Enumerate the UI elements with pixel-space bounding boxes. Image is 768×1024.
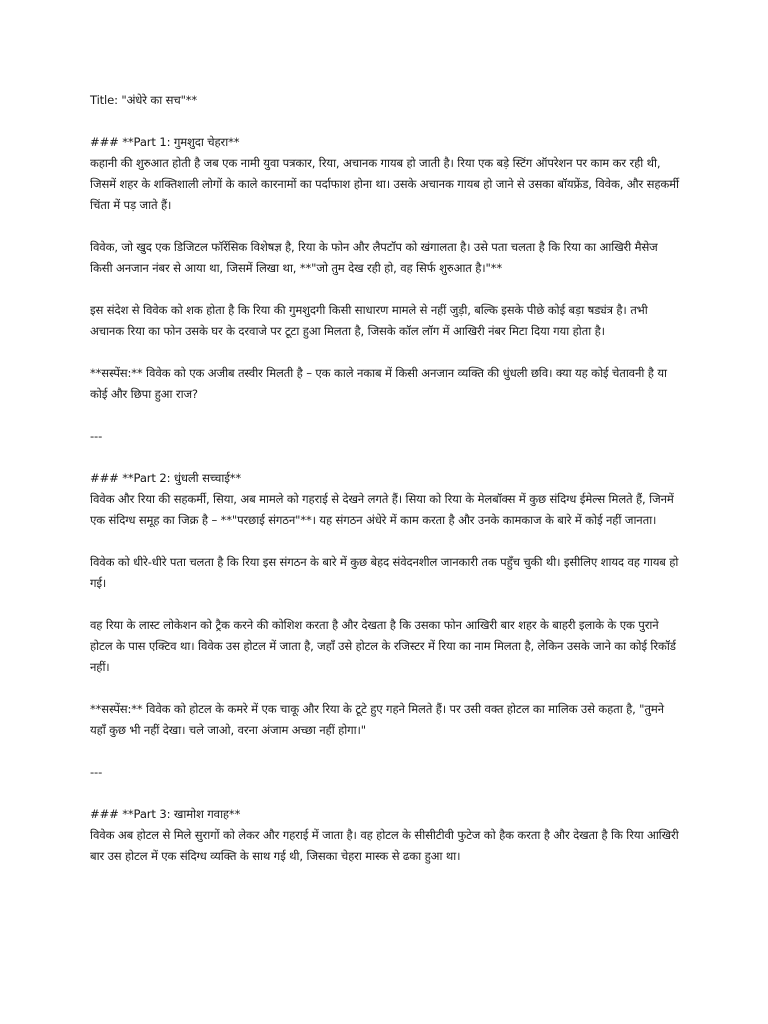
spacer: [90, 594, 682, 615]
spacer: [90, 216, 682, 237]
document-title: Title: "अंधेरे का सच"**: [90, 93, 198, 107]
separator-2: ---: [90, 765, 103, 779]
part-3-heading: ### **Part 3: खामोश गवाह**: [90, 807, 241, 821]
part-2-heading: ### **Part 2: धुंधली सच्चाई**: [90, 471, 242, 485]
separator-1: ---: [90, 429, 103, 443]
spacer: [90, 531, 682, 552]
spacer: [90, 111, 682, 132]
part-1-paragraph-3: इस संदेश से विवेक को शक होता है कि रिया की गुमशुदगी किसी साधारण मामले से नहीं जुड़ी, बल्कि इसके पीछे कोई बड़ा षड्यंत्र है। तभी अचानक रिया का फोन उसके घर के दरवाजे पर टूटा हुआ मिलता है, जिसके कॉल लॉग में आखिरी नंबर मिटा दिया गया होता है।: [90, 303, 648, 338]
document-page: [90, 90, 682, 867]
part-1-paragraph-1: कहानी की शुरुआत होती है जब एक नामी युवा पत्रकार, रिया, अचानक गायब हो जाती है। रिया एक बड़े स्टिंग ऑपरेशन पर काम कर रही थी, जिसमें शहर के शक्तिशाली लोगों के काले कारनामों का पर्दाफाश होना था। उसके अचानक गायब हो जाने से उसका बॉयफ्रेंड, विवेक, और सहकर्मी चिंता में पड़ जाते हैं।: [90, 156, 679, 212]
spacer: [90, 678, 682, 699]
part-2-paragraph-3: वह रिया के लास्ट लोकेशन को ट्रैक करने की कोशिश करता है और देखता है कि उसका फोन आखिरी बार शहर के बाहरी इलाके के एक पुराने होटल के पास एक्टिव था। विवेक उस होटल में जाता है, जहाँ उसे होटल के रजिस्टर में रिया का नाम मिलता है, लेकिन उसके जाने का कोई रिकॉर्ड नहीं।: [90, 618, 676, 674]
part-1-suspense: **सस्पेंस:** विवेक को एक अजीब तस्वीर मिलती है – एक काले नकाब में किसी अनजान व्यक्ति की धुंधली छवि। क्या यह कोई चेतावनी है या कोई और छिपा हुआ राज?: [90, 366, 667, 401]
spacer: [90, 783, 682, 804]
part-1-heading: ### **Part 1: गुमशुदा चेहरा**: [90, 135, 240, 149]
spacer: [90, 405, 682, 426]
part-2-paragraph-2: विवेक को धीरे-धीरे पता चलता है कि रिया इस संगठन के बारे में कुछ बेहद संवेदनशील जानकारी तक पहुँच चुकी थी। इसीलिए शायद वह गायब हो गई।: [90, 555, 679, 590]
spacer: [90, 741, 682, 762]
spacer: [90, 279, 682, 300]
part-3-paragraph-1: विवेक अब होटल से मिले सुरागों को लेकर और गहराई में जाता है। वह होटल के सीसीटीवी फुटेज को हैक करता है और देखता है कि रिया आखिरी बार उस होटल में एक संदिग्ध व्यक्ति के साथ गई थी, जिसका चेहरा मास्क से ढका हुआ था।: [90, 828, 679, 863]
part-1-paragraph-2: विवेक, जो खुद एक डिजिटल फॉरेंसिक विशेषज्ञ है, रिया के फोन और लैपटॉप को खंगालता है। उसे पता चलता है कि रिया का आखिरी मैसेज किसी अनजान नंबर से आया था, जिसमें लिखा था, **"जो तुम देख रही हो, वह सिर्फ शुरुआत है।"**: [90, 240, 658, 275]
spacer: [90, 342, 682, 363]
part-2-suspense: **सस्पेंस:** विवेक को होटल के कमरे में एक चाकू और रिया के टूटे हुए गहने मिलते हैं। पर उसी वक्त होटल का मालिक उसे कहता है, "तुमने यहाँ कुछ भी नहीं देखा। चले जाओ, वरना अंजाम अच्छा नहीं होगा।": [90, 702, 664, 737]
spacer: [90, 447, 682, 468]
part-2-paragraph-1: विवेक और रिया की सहकर्मी, सिया, अब मामले को गहराई से देखने लगते हैं। सिया को रिया के मेलबॉक्स में कुछ संदिग्ध ईमेल्स मिलते हैं, जिनमें एक संदिग्ध समूह का जिक्र है – **"परछाई संगठन"**। यह संगठन अंधेरे में काम करता है और उनके कामकाज के बारे में कोई नहीं जानता।: [90, 492, 674, 527]
